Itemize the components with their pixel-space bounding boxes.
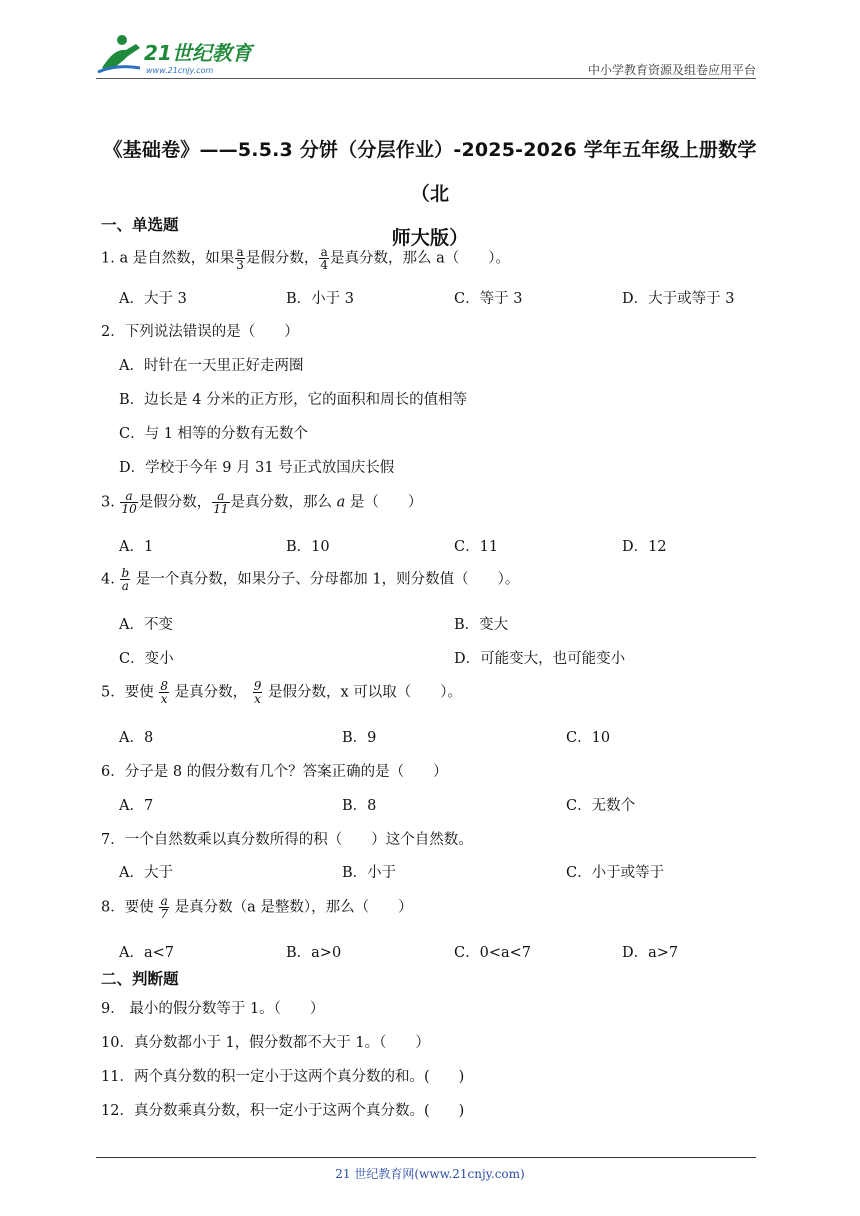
q2-option-b: B．边长是 4 分米的正方形，它的面积和周长的值相等 xyxy=(119,392,468,408)
q4-option-b: B．变大 xyxy=(454,617,509,633)
q5-option-b: B．9 xyxy=(342,730,377,746)
q3-option-b: B．10 xyxy=(286,539,330,555)
q1-option-b: B．小于 3 xyxy=(286,291,354,307)
q1-option-d: D．大于或等于 3 xyxy=(622,291,735,307)
footer-text: 21 世纪教育网(www.21cnjy.com) xyxy=(335,1167,525,1181)
q1-option-a: A．大于 3 xyxy=(119,291,187,307)
q3-option-a: A．1 xyxy=(119,539,154,555)
question-7: 7．一个自然数乘以真分数所得的积（ ）这个自然数。 xyxy=(101,832,473,848)
logo-url: www.21cnjy.com xyxy=(146,66,214,75)
question-10: 10．真分数都小于 1，假分数都不大于 1。（ ） xyxy=(101,1035,430,1051)
q3-option-c: C．11 xyxy=(454,539,499,555)
q7-option-a: A．大于 xyxy=(119,865,173,881)
q4-option-a: A．不变 xyxy=(119,617,173,633)
question-2: 2．下列说法错误的是（ ） xyxy=(101,324,299,340)
question-1: 1. a 是自然数，如果 $\frac{a}{3}$ 是假分数， $\frac{a}{4}$ 是真分数，那么 a（ ）。 xyxy=(101,245,511,272)
q8-option-d: D．a>7 xyxy=(622,945,679,961)
question-5: 5．要使 $\frac{8}{x}$ 是真分数， $\frac{9}{x}$ 是假分数，x 可以取（ ）。 xyxy=(101,679,462,706)
question-6: 6．分子是 8 的假分数有几个？答案正确的是（ ） xyxy=(101,764,448,780)
footer-divider xyxy=(96,1157,756,1158)
q8-option-b: B．a>0 xyxy=(286,945,342,961)
q6-option-a: A．7 xyxy=(119,798,154,814)
section-true-false: 二、判断题 xyxy=(101,970,179,988)
q8-option-a: A．a<7 xyxy=(119,945,174,961)
section-single-choice: 一、单选题 xyxy=(101,216,179,234)
page-title xyxy=(96,128,764,260)
header-platform-text: 中小学教育资源及组卷应用平台 xyxy=(587,63,756,77)
q2-option-c: C．与 1 相等的分数有无数个 xyxy=(119,426,309,442)
q5-option-c: C．10 xyxy=(566,730,611,746)
q2-option-a: A．时针在一天里正好走两圈 xyxy=(119,358,304,374)
site-logo xyxy=(96,34,256,78)
q4-option-c: C．变小 xyxy=(119,651,174,667)
logo-text: 21世纪教育 xyxy=(144,41,252,65)
question-11: 11．两个真分数的积一定小于这两个真分数的和。( ) xyxy=(101,1069,465,1085)
q7-option-c: C．小于或等于 xyxy=(566,865,665,881)
question-8: 8．要使 $\frac{a}{7}$ 是真分数（a 是整数），那么（ ） xyxy=(101,894,413,921)
header-divider xyxy=(96,78,756,79)
question-4: 4. $\frac{b}{a}$ 是一个真分数，如果分子、分母都加 1，则分数值（ ）。 xyxy=(101,566,520,593)
question-3: 3. $\frac{a}{10}$ 是假分数， $\frac{a}{11}$ 是真分数，那么 a 是（ ） xyxy=(101,489,423,516)
q6-option-b: B．8 xyxy=(342,798,377,814)
q3-option-d: D．12 xyxy=(622,539,667,555)
q2-option-d: D．学校于今年 9 月 31 号正式放国庆长假 xyxy=(119,460,395,476)
question-12: 12．真分数乘真分数，积一定小于这两个真分数。( ) xyxy=(101,1103,465,1119)
title-line-1: 《基础卷》——5.5.3 分饼（分层作业）-2025-2026 学年五年级上册数学（北 xyxy=(103,139,757,205)
q8-option-c: C．0<a<7 xyxy=(454,945,531,961)
q5-option-a: A．8 xyxy=(119,730,154,746)
q6-option-c: C．无数个 xyxy=(566,798,636,814)
q4-option-d: D．可能变大，也可能变小 xyxy=(454,651,626,667)
q1-option-c: C．等于 3 xyxy=(454,291,523,307)
question-9: 9． 最小的假分数等于 1。（ ） xyxy=(101,1001,325,1017)
title-line-2: 师大版） xyxy=(391,227,469,249)
q7-option-b: B．小于 xyxy=(342,865,397,881)
